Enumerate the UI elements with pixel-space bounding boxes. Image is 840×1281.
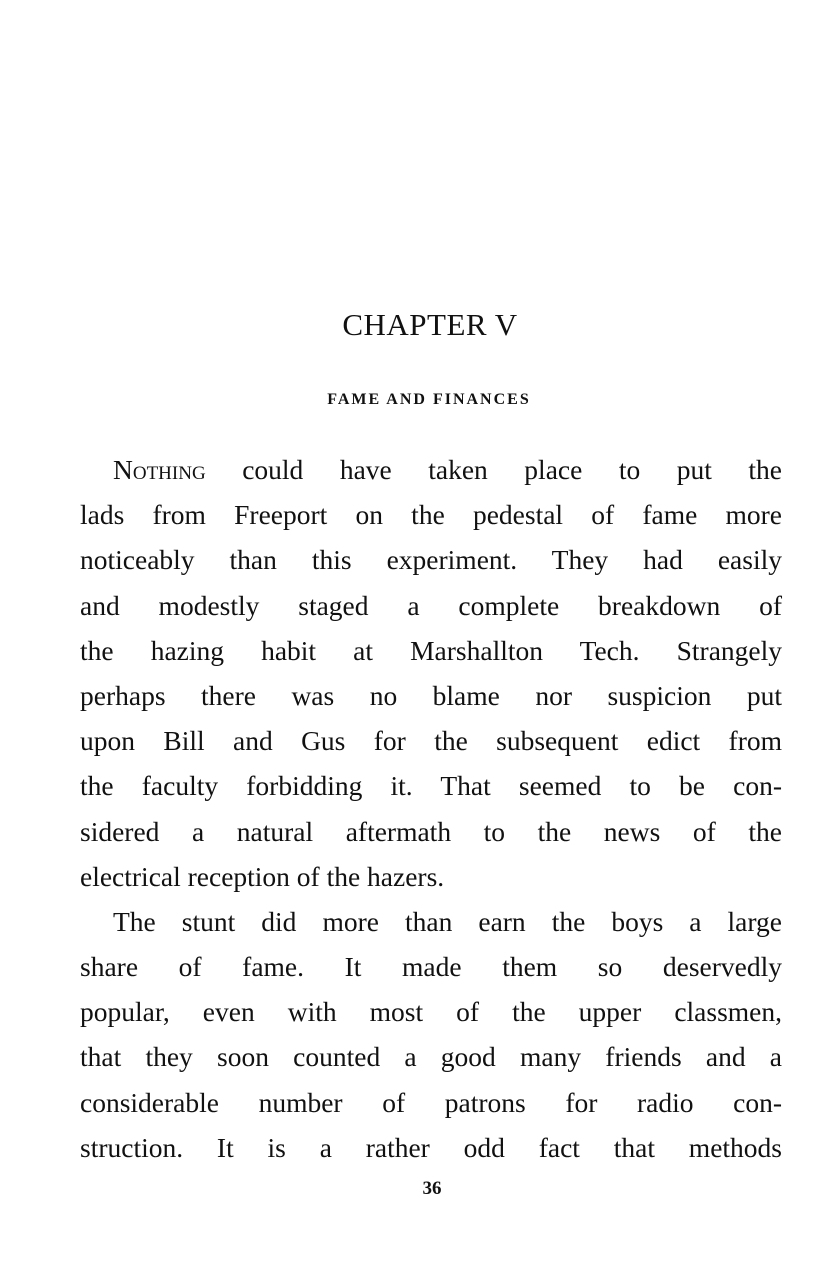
text-line: sidered a natural aftermath to the news of the (80, 815, 782, 847)
text-line: the faculty forbidding it. That seemed to be con- (80, 770, 782, 802)
text-line: struction. It is a rather odd fact that methods (80, 1131, 782, 1163)
text-line: electrical reception of the hazers. (80, 860, 445, 892)
text-line: that they soon counted a good many friends and a (80, 1041, 782, 1073)
text-line: perhaps there was no blame nor suspicion put (80, 679, 782, 711)
body-text (80, 447, 782, 1170)
lead-word: Nothing (113, 454, 206, 485)
text-line: considerable number of patrons for radio con- (80, 1086, 782, 1118)
text-line (80, 447, 782, 492)
text-line: lads from Freeport on the pedestal of fame more (80, 499, 782, 531)
text-line: upon Bill and Gus for the subsequent edict from (80, 725, 782, 757)
text-line: share of fame. It made them so deservedly (80, 951, 782, 983)
text-line: popular, even with most of the upper classmen, (80, 996, 782, 1028)
text-line: and modestly staged a complete breakdown of (80, 589, 782, 621)
chapter-title: CHAPTER V (342, 307, 518, 342)
text-line: the hazing habit at Marshallton Tech. Strangely (80, 634, 782, 666)
page-number: 36 (422, 1178, 442, 1199)
text-line: The stunt did more than earn the boys a large (113, 905, 782, 937)
chapter-subtitle: FAME AND FINANCES (327, 391, 531, 408)
text-line: noticeably than this experiment. They had easily (80, 544, 782, 576)
text-line-rest: could have taken place to put the (205, 454, 782, 485)
